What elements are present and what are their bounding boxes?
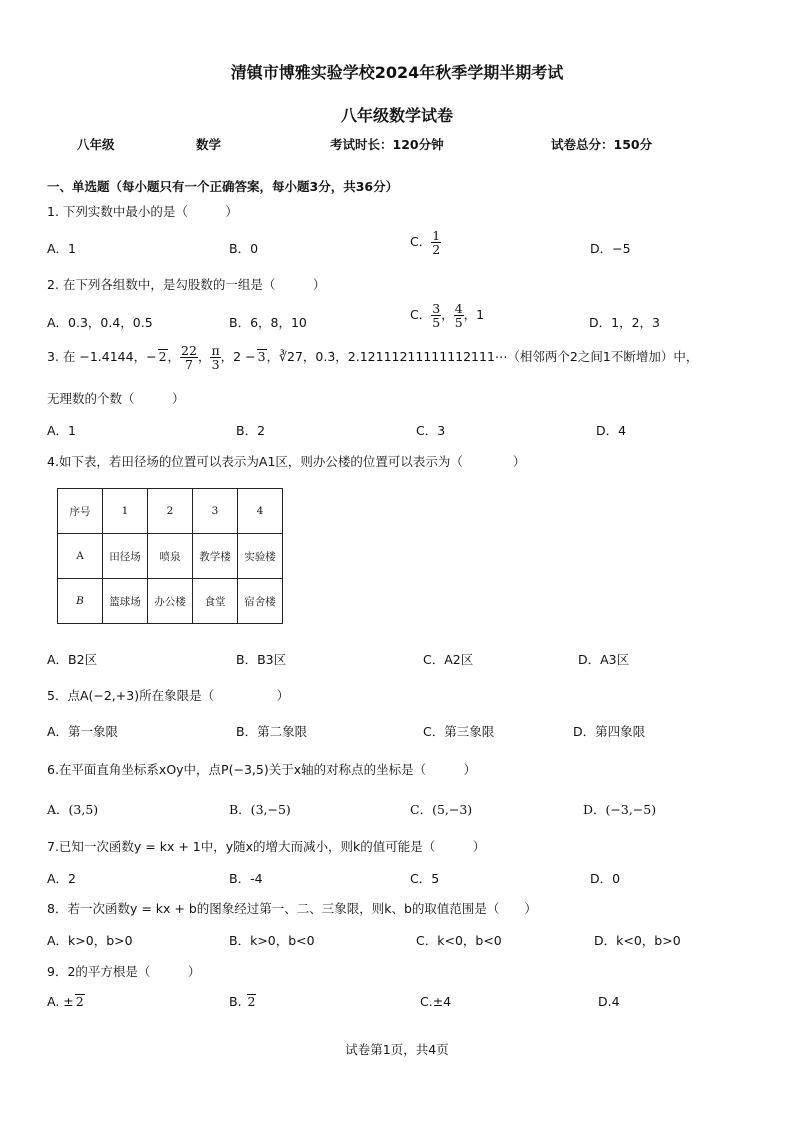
q3-option-d: D．4 bbox=[596, 423, 627, 438]
q6-option-a: A．(3,5) bbox=[47, 802, 99, 817]
sqrt-expression: 3 bbox=[257, 349, 266, 365]
q6-option-c: C．(5,−3) bbox=[410, 802, 473, 817]
numerator: π bbox=[211, 343, 220, 358]
numerator: 3 bbox=[432, 301, 441, 316]
separator: ， bbox=[167, 349, 181, 365]
q3-lead-text: 3. 在 −1.4144，− bbox=[47, 349, 157, 365]
table-cell: 教学楼 bbox=[193, 534, 238, 579]
numerator: 22 bbox=[181, 343, 197, 358]
fraction bbox=[431, 302, 441, 329]
subject-label: 数学 bbox=[196, 137, 222, 152]
q7-option-b: B．-4 bbox=[229, 871, 263, 886]
q4-option-a: A．B2区 bbox=[47, 652, 98, 667]
fraction bbox=[431, 229, 441, 256]
table-row bbox=[58, 534, 283, 579]
section-heading: 一、单选题（每小题只有一个正确答案，每小题3分，共36分） bbox=[47, 179, 399, 194]
q2-option-a: A．0.3，0.4，0.5 bbox=[47, 315, 153, 330]
sqrt-expression: 2 bbox=[158, 349, 167, 365]
table-cell: 实验楼 bbox=[238, 534, 283, 579]
table-cell: 序号 bbox=[58, 489, 103, 534]
question-7-stem: 7.已知一次函数y = kx + 1中，y随x的增大而减小，则k的值可能是（ ） bbox=[47, 839, 486, 854]
fraction bbox=[454, 302, 464, 329]
exam-title: 清镇市博雅实验学校2024年秋季学期半期考试 bbox=[230, 63, 564, 82]
q9-option-b bbox=[229, 994, 256, 1009]
numerator: 1 bbox=[432, 228, 441, 243]
denominator: 3 bbox=[211, 357, 220, 373]
q5-option-c: C．第三象限 bbox=[423, 724, 495, 739]
fraction bbox=[210, 344, 220, 371]
table-cell: 1 bbox=[103, 489, 148, 534]
q3-option-b: B．2 bbox=[236, 423, 266, 438]
table-cell: 宿舍楼 bbox=[238, 579, 283, 624]
option-tail: ，1 bbox=[463, 307, 485, 323]
q9-option-a-label: A. ± bbox=[47, 994, 74, 1009]
q4-option-b: B．B3区 bbox=[236, 652, 287, 667]
exam-subtitle: 八年级数学试卷 bbox=[340, 106, 453, 125]
question-8-stem: 8．若一次函数y = kx + b的图象经过第一、二、三象限，则k、b的取值范围是（ ） bbox=[47, 901, 537, 916]
sqrt-expression: 2 bbox=[247, 994, 256, 1009]
table-cell: 办公楼 bbox=[148, 579, 193, 624]
q6-option-b: B．(3,−5) bbox=[229, 802, 291, 817]
q1-option-c-label: C． bbox=[410, 234, 432, 250]
q2-option-b: B．6，8，10 bbox=[229, 315, 307, 330]
denominator: 5 bbox=[432, 315, 441, 331]
table-header-row bbox=[58, 489, 283, 534]
question-4-stem: 4.如下表，若田径场的位置可以表示为A1区，则办公楼的位置可以表示为（ ） bbox=[47, 454, 526, 469]
table-cell: 3 bbox=[193, 489, 238, 534]
question-3-line2: 无理数的个数（ ） bbox=[47, 391, 185, 406]
q4-option-c: C．A2区 bbox=[423, 652, 474, 667]
q9-option-c: C.±4 bbox=[420, 994, 452, 1009]
denominator: 5 bbox=[454, 315, 463, 331]
q3-tail-text: ，∛27，0.3̇，2.12111211111112111⋯（相邻两个2之间1不断增加）中， bbox=[266, 349, 699, 365]
question-5-stem: 5．点A(−2,+3)所在象限是（ ） bbox=[47, 688, 290, 703]
q7-option-d: D．0 bbox=[590, 871, 621, 886]
fraction bbox=[180, 344, 198, 371]
q1-option-d: D．−5 bbox=[590, 241, 631, 256]
q4-option-d: D．A3区 bbox=[578, 652, 630, 667]
q8-option-a: A．k>0，b>0 bbox=[47, 933, 133, 948]
denominator: 2 bbox=[432, 242, 441, 258]
table-row bbox=[58, 579, 283, 624]
q2-option-c bbox=[410, 302, 484, 329]
q8-option-c: C．k<0，b<0 bbox=[416, 933, 502, 948]
separator: ， bbox=[197, 349, 211, 365]
q8-option-d: D．k<0，b>0 bbox=[594, 933, 681, 948]
q1-option-b: B．0 bbox=[229, 241, 259, 256]
table-cell: A bbox=[58, 534, 103, 579]
total-score-label: 试卷总分：150分 bbox=[551, 137, 653, 152]
q7-option-c: C．5 bbox=[410, 871, 440, 886]
q5-option-a: A．第一象限 bbox=[47, 724, 119, 739]
question-6-stem: 6.在平面直角坐标系xOy中，点P(−3,5)关于x轴的对称点的坐标是（ ） bbox=[47, 762, 477, 777]
q2-option-c-label: C． bbox=[410, 307, 432, 323]
table-cell: B bbox=[58, 579, 103, 624]
numerator: 4 bbox=[454, 301, 463, 316]
q3-option-c: C．3 bbox=[416, 423, 446, 438]
question-1-stem: 1. 下列实数中最小的是（ ） bbox=[47, 204, 238, 219]
q2-option-d: D．1，2，3 bbox=[589, 315, 660, 330]
q5-option-b: B．第二象限 bbox=[236, 724, 308, 739]
q8-option-b: B．k>0，b<0 bbox=[229, 933, 315, 948]
separator: ， bbox=[441, 307, 454, 323]
grade-label: 八年级 bbox=[77, 137, 115, 152]
q5-option-d: D．第四象限 bbox=[573, 724, 646, 739]
table-cell: 篮球场 bbox=[103, 579, 148, 624]
q1-option-a: A．1 bbox=[47, 241, 77, 256]
duration-label: 考试时长：120分钟 bbox=[330, 137, 444, 152]
table-cell: 4 bbox=[238, 489, 283, 534]
q9-option-d: D.4 bbox=[598, 994, 620, 1009]
q1-option-c bbox=[410, 229, 441, 256]
campus-location-table bbox=[57, 488, 283, 624]
q3-option-a: A．1 bbox=[47, 423, 77, 438]
q6-option-d: D．(−3,−5) bbox=[583, 802, 657, 817]
q9-option-b-label: B. bbox=[229, 994, 246, 1009]
sqrt-expression: 2 bbox=[75, 994, 84, 1009]
table-cell: 喷泉 bbox=[148, 534, 193, 579]
table-cell: 田径场 bbox=[103, 534, 148, 579]
table-cell: 2 bbox=[148, 489, 193, 534]
question-9-stem: 9．2的平方根是（ ） bbox=[47, 964, 201, 979]
question-3-stem bbox=[47, 344, 698, 371]
page-footer: 试卷第1页，共4页 bbox=[345, 1042, 449, 1057]
table-cell: 食堂 bbox=[193, 579, 238, 624]
q3-mid-text: ，2 − bbox=[220, 349, 256, 365]
q9-option-a bbox=[47, 994, 85, 1009]
q7-option-a: A．2 bbox=[47, 871, 77, 886]
question-2-stem: 2. 在下列各组数中，是勾股数的一组是（ ） bbox=[47, 277, 326, 292]
denominator: 7 bbox=[185, 357, 193, 373]
